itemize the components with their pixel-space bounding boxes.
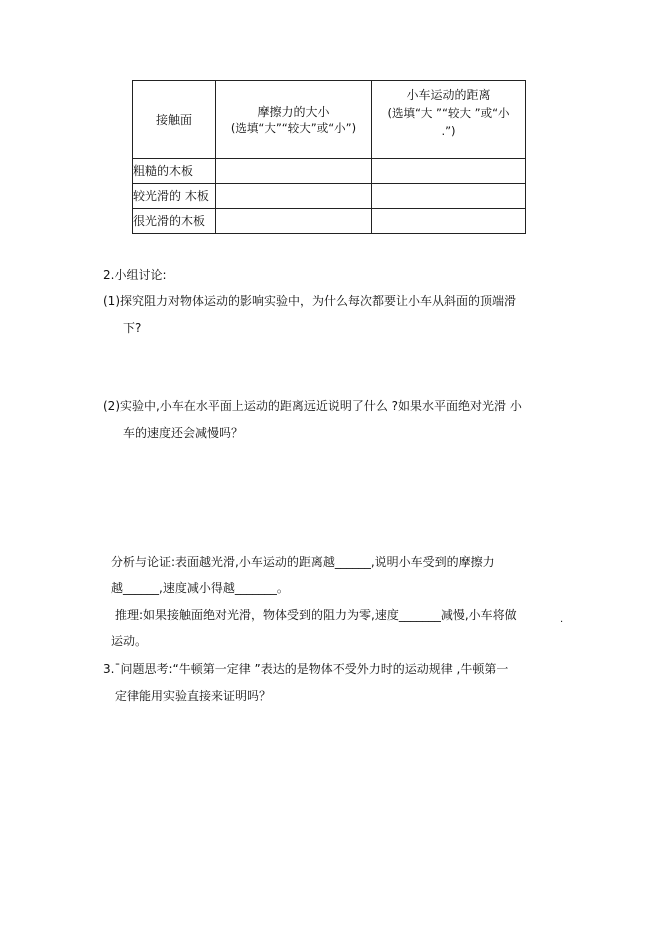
analysis-line1: 分析与论证:表面越光滑,小车运动的距离越______,说明小车受到的摩擦力 — [111, 555, 495, 569]
header-contact-surface: 接触面 — [133, 81, 216, 159]
experiment-table — [132, 80, 526, 234]
row-friction-cell[interactable] — [216, 184, 372, 209]
row-distance-cell[interactable] — [372, 184, 526, 209]
header-distance-hint: (选填“大 ”“较大 ”或“小 — [387, 106, 510, 120]
row-friction-cell[interactable] — [216, 209, 372, 234]
section2-heading: 2.小组讨论: — [103, 268, 167, 282]
header-friction-title: 摩擦力的大小 — [257, 104, 330, 119]
question2-line1: (2)实验中,小车在水平面上运动的距离远近说明了什么 ?如果水平面绝对光滑 小 — [103, 399, 522, 413]
row-friction-cell[interactable] — [216, 159, 372, 184]
reasoning-line2: 运动。 — [111, 634, 148, 648]
analysis-line2: 越______,速度减小得越_______。 — [111, 581, 289, 595]
question1-line2: 下? — [123, 321, 142, 335]
question3-line1: 3.ˉ问题思考:“牛顿第一定律 ”表达的是物体不受外力时的运动规律 ,牛顿第一 — [103, 662, 509, 676]
reasoning-line1: 推理:如果接触面绝对光滑，物体受到的阻力为零,速度_______减慢,小车将做 — [115, 608, 517, 622]
row-distance-cell[interactable] — [372, 159, 526, 184]
row-surface-rough: 粗糙的木板 — [133, 159, 216, 184]
header-distance-title: 小车运动的距离 — [406, 88, 491, 102]
header-distance-hint-end: .”) — [441, 124, 456, 138]
row-surface-very-smooth: 很光滑的木板 — [133, 209, 216, 234]
header-friction-hint: (选填“大”“较大”或“小”) — [230, 120, 357, 135]
header-distance — [372, 81, 526, 159]
question1-line1: (1)探究阻力对物体运动的影响实验中，为什么每次都要让小车从斜面的顶端滑 — [103, 294, 517, 308]
row-distance-cell[interactable] — [372, 209, 526, 234]
reasoning-mark: . — [560, 614, 564, 625]
row-surface-smoother: 较光滑的 木板 — [133, 184, 216, 209]
header-friction — [216, 81, 372, 159]
question2-line2: 车的速度还会减慢吗？ — [123, 426, 244, 440]
question3-line2: 定律能用实验直接来证明吗？ — [115, 689, 272, 703]
